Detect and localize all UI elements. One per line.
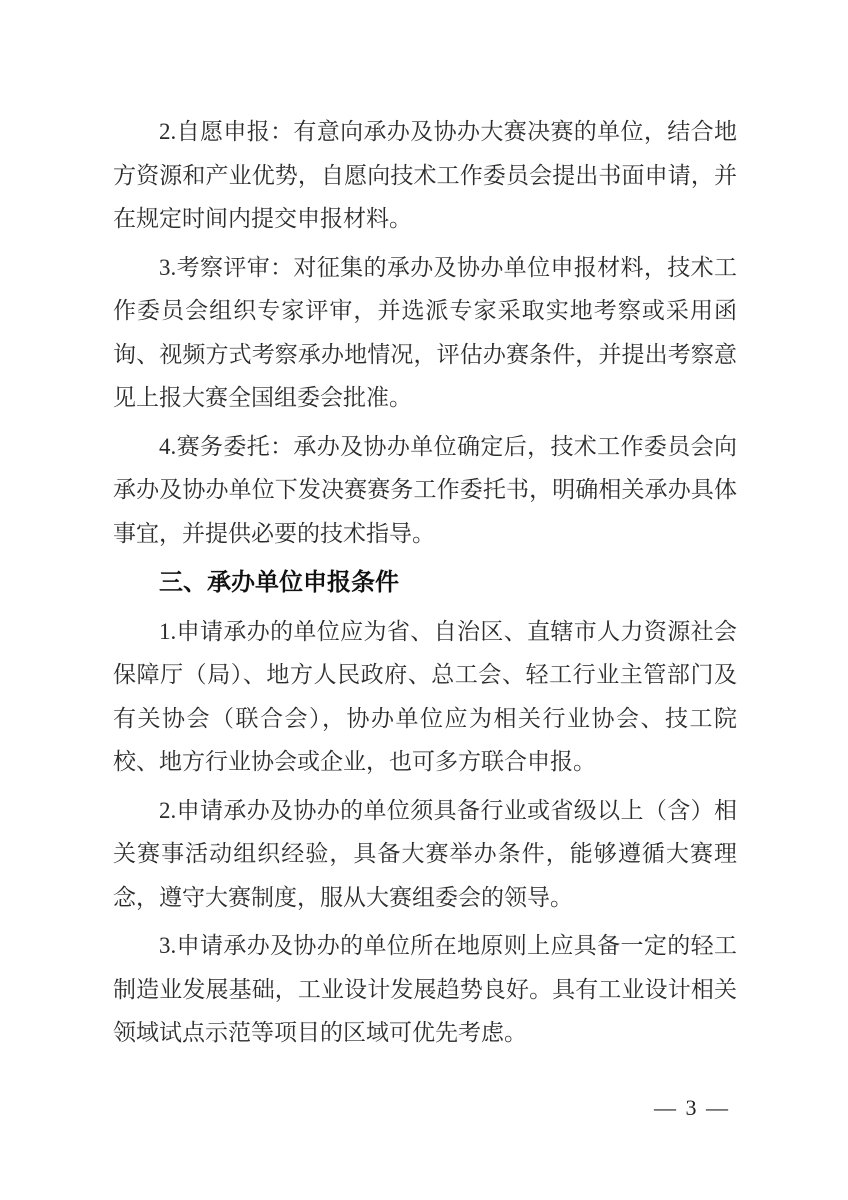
section-heading-application-conditions: 三、承办单位申报条件 <box>159 569 399 596</box>
paragraph-condition-1: 1.申请承办的单位应为省、自治区、直辖市人力资源社会保障厅（局）、地方人民政府、总工会、轻工行业主管部门及有关协会（联合会），协办单位应为相关行业协会、技工院校、地方行业协会或企业，也可多方联合申报。 <box>113 618 737 774</box>
paragraph-inspection-review: 3.考察评审：对征集的承办及协办单位申报材料，技术工作委员会组织专家评审，并选派专家采取实地考察或采用函询、视频方式考察承办地情况，评估办赛条件，并提出考察意见上报大赛全国组委会批准。 <box>113 254 737 410</box>
paragraph-condition-2: 2.申请承办及协办的单位须具备行业或省级以上（含）相关赛事活动组织经验，具备大赛举办条件，能够遵循大赛理念，遵守大赛制度，服从大赛组委会的领导。 <box>113 797 737 910</box>
page-number: — 3 — <box>654 1095 730 1120</box>
paragraph-event-delegation: 4.赛务委托：承办及协办单位确定后，技术工作委员会向承办及协办单位下发决赛赛务工作委托书，明确相关承办具体事宜，并提供必要的技术指导。 <box>113 433 737 546</box>
paragraph-condition-3: 3.申请承办及协办的单位所在地原则上应具备一定的轻工制造业发展基础，工业设计发展趋势良好。具有工业设计相关领域试点示范等项目的区域可优先考虑。 <box>113 933 737 1045</box>
page-footer <box>654 1093 730 1123</box>
document-body <box>113 110 737 1060</box>
paragraph-voluntary-application: 2.自愿申报：有意向承办及协办大赛决赛的单位，结合地方资源和产业优势，自愿向技术工作委员会提出书面申请，并在规定时间内提交申报材料。 <box>113 119 737 231</box>
